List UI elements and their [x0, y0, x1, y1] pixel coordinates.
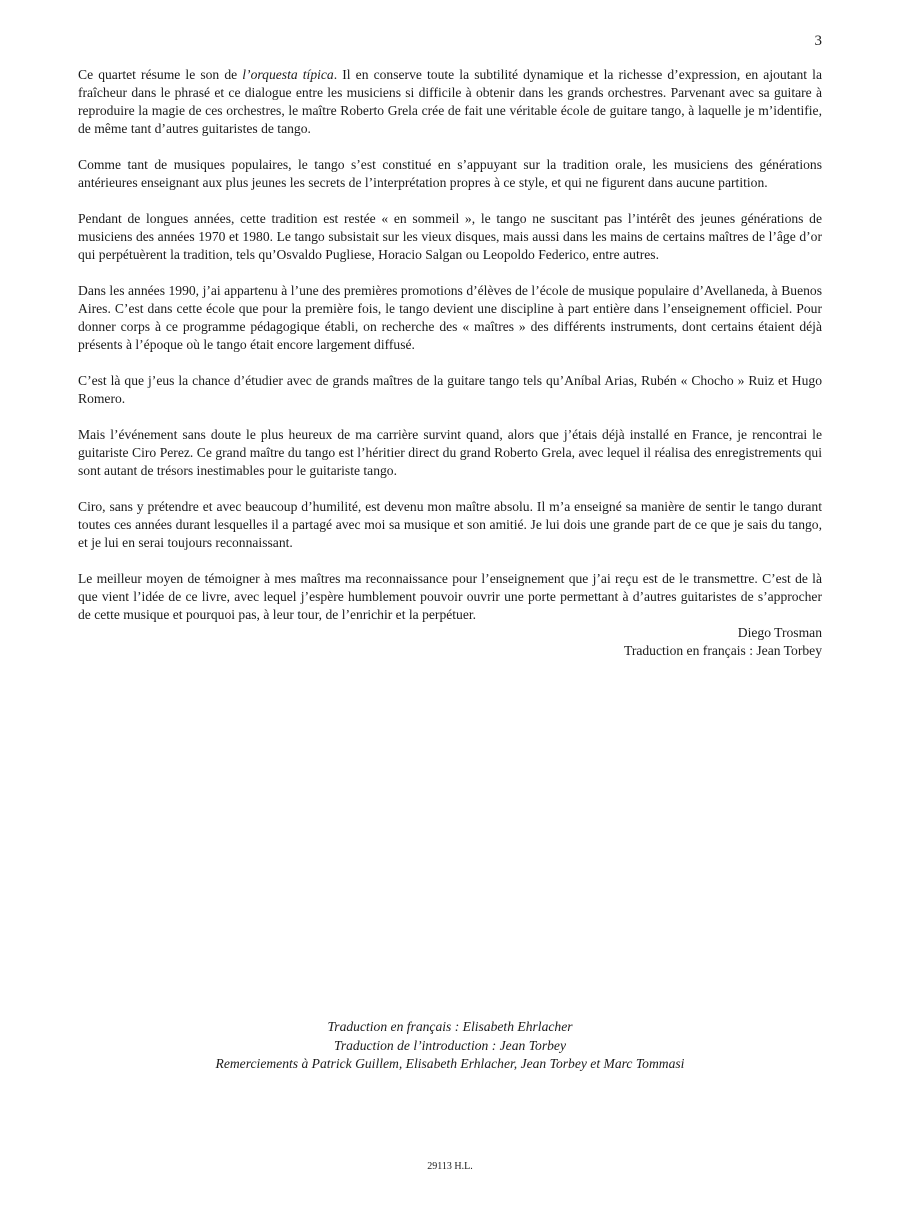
page-number: 3	[814, 33, 822, 49]
paragraph-8: Le meilleur moyen de témoigner à mes maîtres ma reconnaissance pour l’enseignement que j’ai reçu est de le transmettre. C’est de là que vient l’idée de ce livre, avec lequel j’espère humblement pouvoir ouvrir une porte permettant à d’autres guitaristes de s’approcher de cette musique et pourquoi pas, à leur tour, de l’enrichir et la perpétuer.	[78, 571, 822, 622]
credit-translation: Traduction en français : Elisabeth Ehrlacher	[327, 1019, 573, 1034]
credit-acknowledgements: Remerciements à Patrick Guillem, Elisabeth Erhlacher, Jean Torbey et Marc Tommasi	[215, 1056, 685, 1071]
body-text	[78, 66, 822, 660]
catalog-code: 29113 H.L.	[427, 1161, 473, 1172]
paragraph-2: Comme tant de musiques populaires, le tango s’est constitué en s’appuyant sur la tradition orale, les musiciens des générations antérieures enseignant aux plus jeunes les secrets de l’interprétation propres à ce style, et qui ne figurent dans aucune partition.	[78, 157, 822, 190]
paragraph-6: Mais l’événement sans doute le plus heureux de ma carrière survint quand, alors que j’étais déjà installé en France, je rencontrai le guitariste Ciro Perez. Ce grand maître du tango est l’héritier direct du grand Roberto Grela, avec lequel il réalisa des enregistrements qui sont autant de trésors inestimables pour le guitariste tango.	[78, 427, 822, 478]
paragraph-3: Pendant de longues années, cette tradition est restée « en sommeil », le tango ne suscitant pas l’intérêt des jeunes générations de musiciens des années 1970 et 1980. Le tango subsistait sur les vieux disques, mais aussi dans les mains de certains maîtres de l’âge d’or qui perpétuèrent la tradition, tels qu’Osvaldo Pugliese, Horacio Salgan ou Leopoldo Federico, entre autres.	[78, 211, 822, 262]
paragraph-5: C’est là que j’eus la chance d’étudier avec de grands maîtres de la guitare tango tels qu’Aníbal Arias, Rubén « Chocho » Ruiz et Hugo Romero.	[78, 373, 822, 406]
paragraph-1	[78, 66, 822, 138]
author-name: Diego Trosman	[737, 625, 822, 640]
translator-credit: Traduction en français : Jean Torbey	[624, 643, 822, 658]
paragraph-4: Dans les années 1990, j’ai appartenu à l’une des premières promotions d’élèves de l’école de musique populaire d’Avellaneda, à Buenos Aires. C’est dans cette école que pour la première fois, le tango devient une discipline à part entière dans l’enseignement officiel. Pour donner corps à ce programme pédagogique établi, on recherche des « maîtres » des différents instruments, dont certains étaient déjà présents à l’époque où le tango était encore largement diffusé.	[78, 283, 822, 352]
paragraph-1-lead: Ce quartet résume le son de	[78, 67, 243, 82]
signature-block	[78, 624, 822, 660]
credits-block	[78, 1018, 822, 1074]
orquesta-tipica-term: l’orquesta típica	[242, 67, 334, 82]
paragraph-1-rest: . Il en conserve toute la subtilité dynamique et la richesse d’expression, en ajoutant la fraîcheur dans le phrasé et ce dialogue entre les musiciens si difficile à obtenir dans les grands orchestres. Parvenant avec sa guitare à reproduire la magie de ces orchestres, le maître Roberto Grela crée de fait une véritable école de guitare tango, à laquelle je m’identifie, de même tant d’autres guitaristes de tango.	[78, 67, 822, 136]
paragraph-7: Ciro, sans y prétendre et avec beaucoup d’humilité, est devenu mon maître absolu. Il m’a enseigné sa manière de sentir le tango durant toutes ces années durant lesquelles il a partagé avec moi sa musique et son amitié. Je lui dois une grande part de ce que je sais du tango, et je lui en serai toujours reconnaissant.	[78, 499, 822, 550]
credit-intro-translation: Traduction de l’introduction : Jean Torbey	[334, 1037, 566, 1053]
